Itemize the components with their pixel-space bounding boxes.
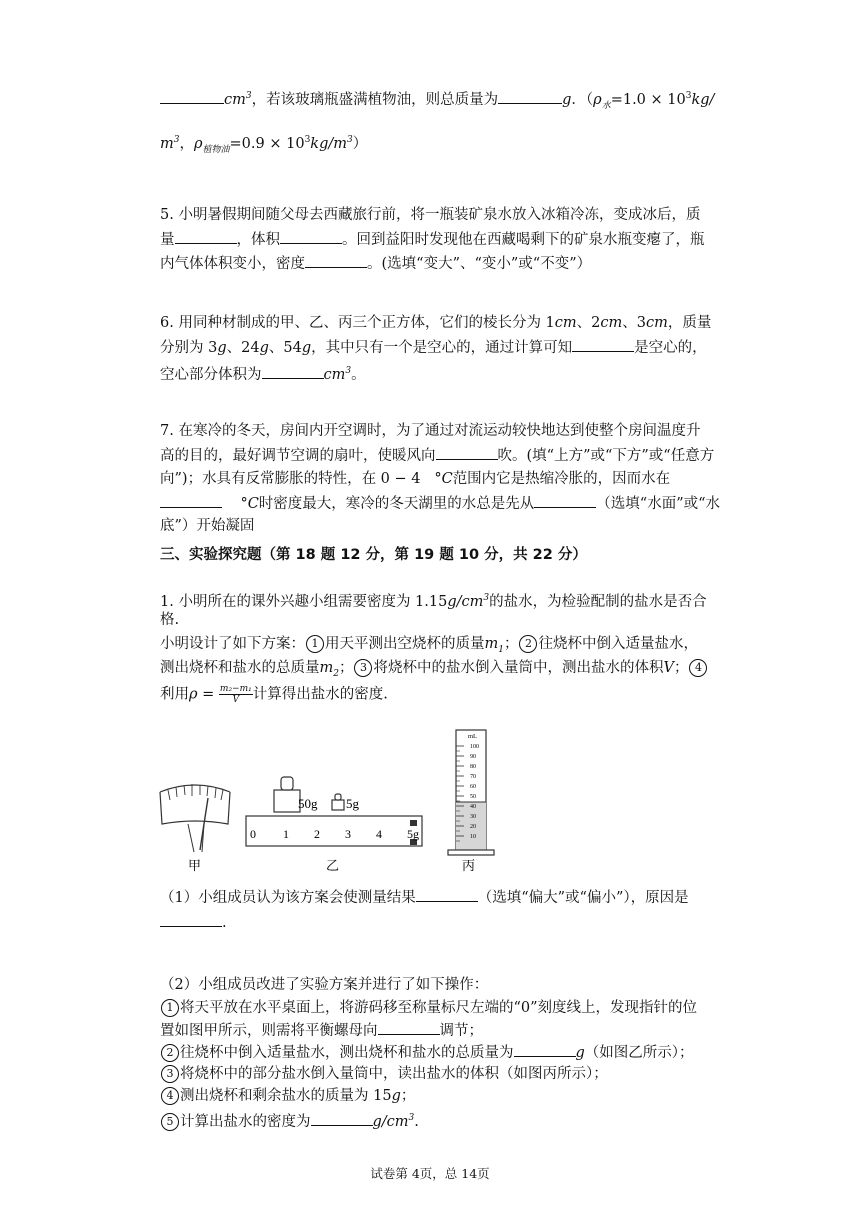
answer-blank[interactable] (280, 229, 342, 244)
answer-blank[interactable] (160, 493, 222, 508)
weight-50g: 50g (298, 796, 318, 811)
ruler-tick: 2 (314, 827, 320, 841)
label-bing: 丙 (462, 858, 476, 873)
answer-blank[interactable] (378, 1020, 440, 1035)
answer-blank[interactable] (498, 89, 562, 104)
circled-number: 4 (161, 1087, 179, 1105)
page-footer: 试卷第 4页，总 14页 (370, 1166, 490, 1181)
ruler-tick: 3 (345, 827, 351, 841)
q5-line-3: 内气体体积变小，密度 。(选填“变大”、“变小”或“不变”） (160, 253, 591, 274)
ruler-tick: 4 (376, 827, 382, 841)
e1-line-4: 测出烧杯和盐水的总质量$m_2$； 3 将烧杯中的盐水倒入量筒中，测出盐水的体积V； 4 (160, 658, 708, 684)
circled-number: 5 (161, 1113, 179, 1131)
answer-blank[interactable] (534, 493, 596, 508)
label-jia: 甲 (188, 858, 202, 873)
p2-line-7: 5 计算出盐水的密度为 $g/cm^3$. (160, 1108, 419, 1132)
p2-line-4: 2 往烧杯中倒入适量盐水，测出烧杯和盐水的总质量为 g（如图乙所示）； (160, 1042, 694, 1063)
e1-line-2: 格. (160, 612, 180, 628)
answer-blank[interactable] (160, 912, 222, 927)
cylinder-tick-label: 50 (470, 794, 476, 800)
p2-line-6: 4 测出烧杯和剩余盐水的质量为 15g； (160, 1086, 415, 1106)
e1-line-1: 1. 小明所在的课外兴趣小组需要密度为 $1.15g/cm^3$的盐水，为检验配制的盐水是否合 (160, 593, 707, 610)
q7-line-4: °C时密度最大，寒冷的冬天湖里的水总是先从 （选填“水面”或“水 (160, 493, 720, 514)
circled-number: 1 (306, 635, 324, 653)
beam-scale-diagram (246, 777, 422, 873)
line-prev-1: $cm^3$，若该玻璃瓶盛满植物油，则总质量为 g．（$\rho_水=1.0 \times 10^3kg/$ (160, 86, 714, 116)
graduated-cylinder-diagram (448, 730, 494, 873)
answer-blank[interactable] (572, 337, 634, 352)
cylinder-tick-label: 60 (470, 784, 476, 790)
cylinder-tick-label: 100 (470, 744, 479, 750)
q6-line-1: 6. 用同种材制成的甲、乙、丙三个正方体，它们的棱长分为 1cm、2cm、3cm，质量 (160, 315, 712, 331)
q7-line-5: 底”）开始凝固 (160, 518, 255, 534)
weight-5g: 5g (346, 796, 359, 811)
cylinder-tick-label: 70 (470, 774, 476, 780)
q7-line-1: 7. 在寒冷的冬天，房间内开空调时，为了通过对流运动较快地达到使整个房间温度升 (160, 423, 701, 439)
q7-line-2: 高的目的，最好调节空调的扇叶，使暖风向 吹。(填“上方”或“下方”或“任意方 (160, 445, 714, 466)
q7-line-3: 向”)；水具有反常膨胀的特性，在 0 − 4 °C范围内它是热缩冷胀的，因而水在 (160, 471, 671, 487)
p2-line-1: （2）小组成员改进了实验方案并进行了如下操作： (160, 977, 489, 993)
cylinder-tick-label: 90 (470, 754, 476, 760)
p1-line-2: . (160, 912, 227, 933)
balance-pointer-diagram (160, 784, 230, 873)
cylinder-tick-label: 80 (470, 764, 476, 770)
p1-line-1: （1）小组成员认为该方案会使测量结果 （选填“偏大”或“偏小”），原因是 (160, 887, 689, 908)
label-yi: 乙 (326, 858, 340, 873)
e1-line-3: 小明设计了如下方案： 1 用天平测出空烧杯的质量$m_1$； 2 往烧杯中倒入适量盐水， (160, 636, 698, 655)
cylinder-tick-label: 40 (470, 804, 476, 810)
q6-line-3: 空心部分体积为 $cm^3$。 (160, 361, 366, 385)
answer-blank[interactable] (311, 1111, 373, 1126)
q6-line-2: 分别为 3g、24g、54g，其中只有一个是空心的，通过计算可知 是空心的， (160, 337, 707, 358)
q5-line-2: 量 ，体积 。回到益阳时发现他在西藏喝剩下的矿泉水瓶变瘪了，瓶 (160, 229, 705, 250)
p2-line-3: 置如图甲所示，则需将平衡螺母向 调节； (160, 1020, 483, 1041)
answer-blank[interactable] (416, 887, 478, 902)
circled-number: 2 (519, 635, 537, 653)
ruler-tick: 1 (283, 827, 289, 841)
answer-blank[interactable] (175, 229, 237, 244)
line-prev-2: $m^3$，$\rho_{植物油}=0.9 \times 10^3kg/m^3$） (160, 135, 368, 155)
answer-blank[interactable] (160, 89, 224, 104)
answer-blank[interactable] (436, 445, 498, 460)
answer-blank[interactable] (262, 364, 324, 379)
circled-number: 4 (689, 659, 707, 677)
cylinder-tick-label: 30 (470, 814, 476, 820)
answer-blank[interactable] (514, 1042, 576, 1057)
cylinder-unit: mL (468, 733, 478, 740)
section-heading: 三、实验探究题（第 18 题 12 分，第 19 题 10 分，共 22 分） (160, 547, 587, 563)
circled-number: 1 (161, 999, 179, 1017)
cylinder-tick-label: 10 (470, 834, 476, 840)
circled-number: 3 (354, 659, 372, 677)
p2-line-5: 3 将烧杯中的部分盐水倒入量筒中，读出盐水的体积（如图丙所示）； (160, 1064, 608, 1084)
experiment-figure (150, 720, 510, 884)
density-fraction: $\frac{\text{m₂−m₁}}{V}$ (219, 684, 252, 705)
ruler-tick: 5g (407, 827, 419, 841)
circled-number: 2 (161, 1044, 179, 1062)
circled-number: 3 (161, 1065, 179, 1083)
answer-blank[interactable] (305, 253, 367, 268)
ruler-tick: 0 (250, 827, 256, 841)
e1-line-5: 利用ρ = $\frac{\text{m₂−m₁}}{V}$ 计算得出盐水的密度. (160, 684, 388, 705)
cylinder-tick-label: 20 (470, 824, 476, 830)
p2-line-2: 1 将天平放在水平桌面上，将游码移至称量标尺左端的“0”刻度线上，发现指针的位 (160, 998, 697, 1018)
q5-line-1: 5. 小明暑假期间随父母去西藏旅行前，将一瓶装矿泉水放入冰箱冷冻，变成冰后，质 (160, 207, 701, 223)
